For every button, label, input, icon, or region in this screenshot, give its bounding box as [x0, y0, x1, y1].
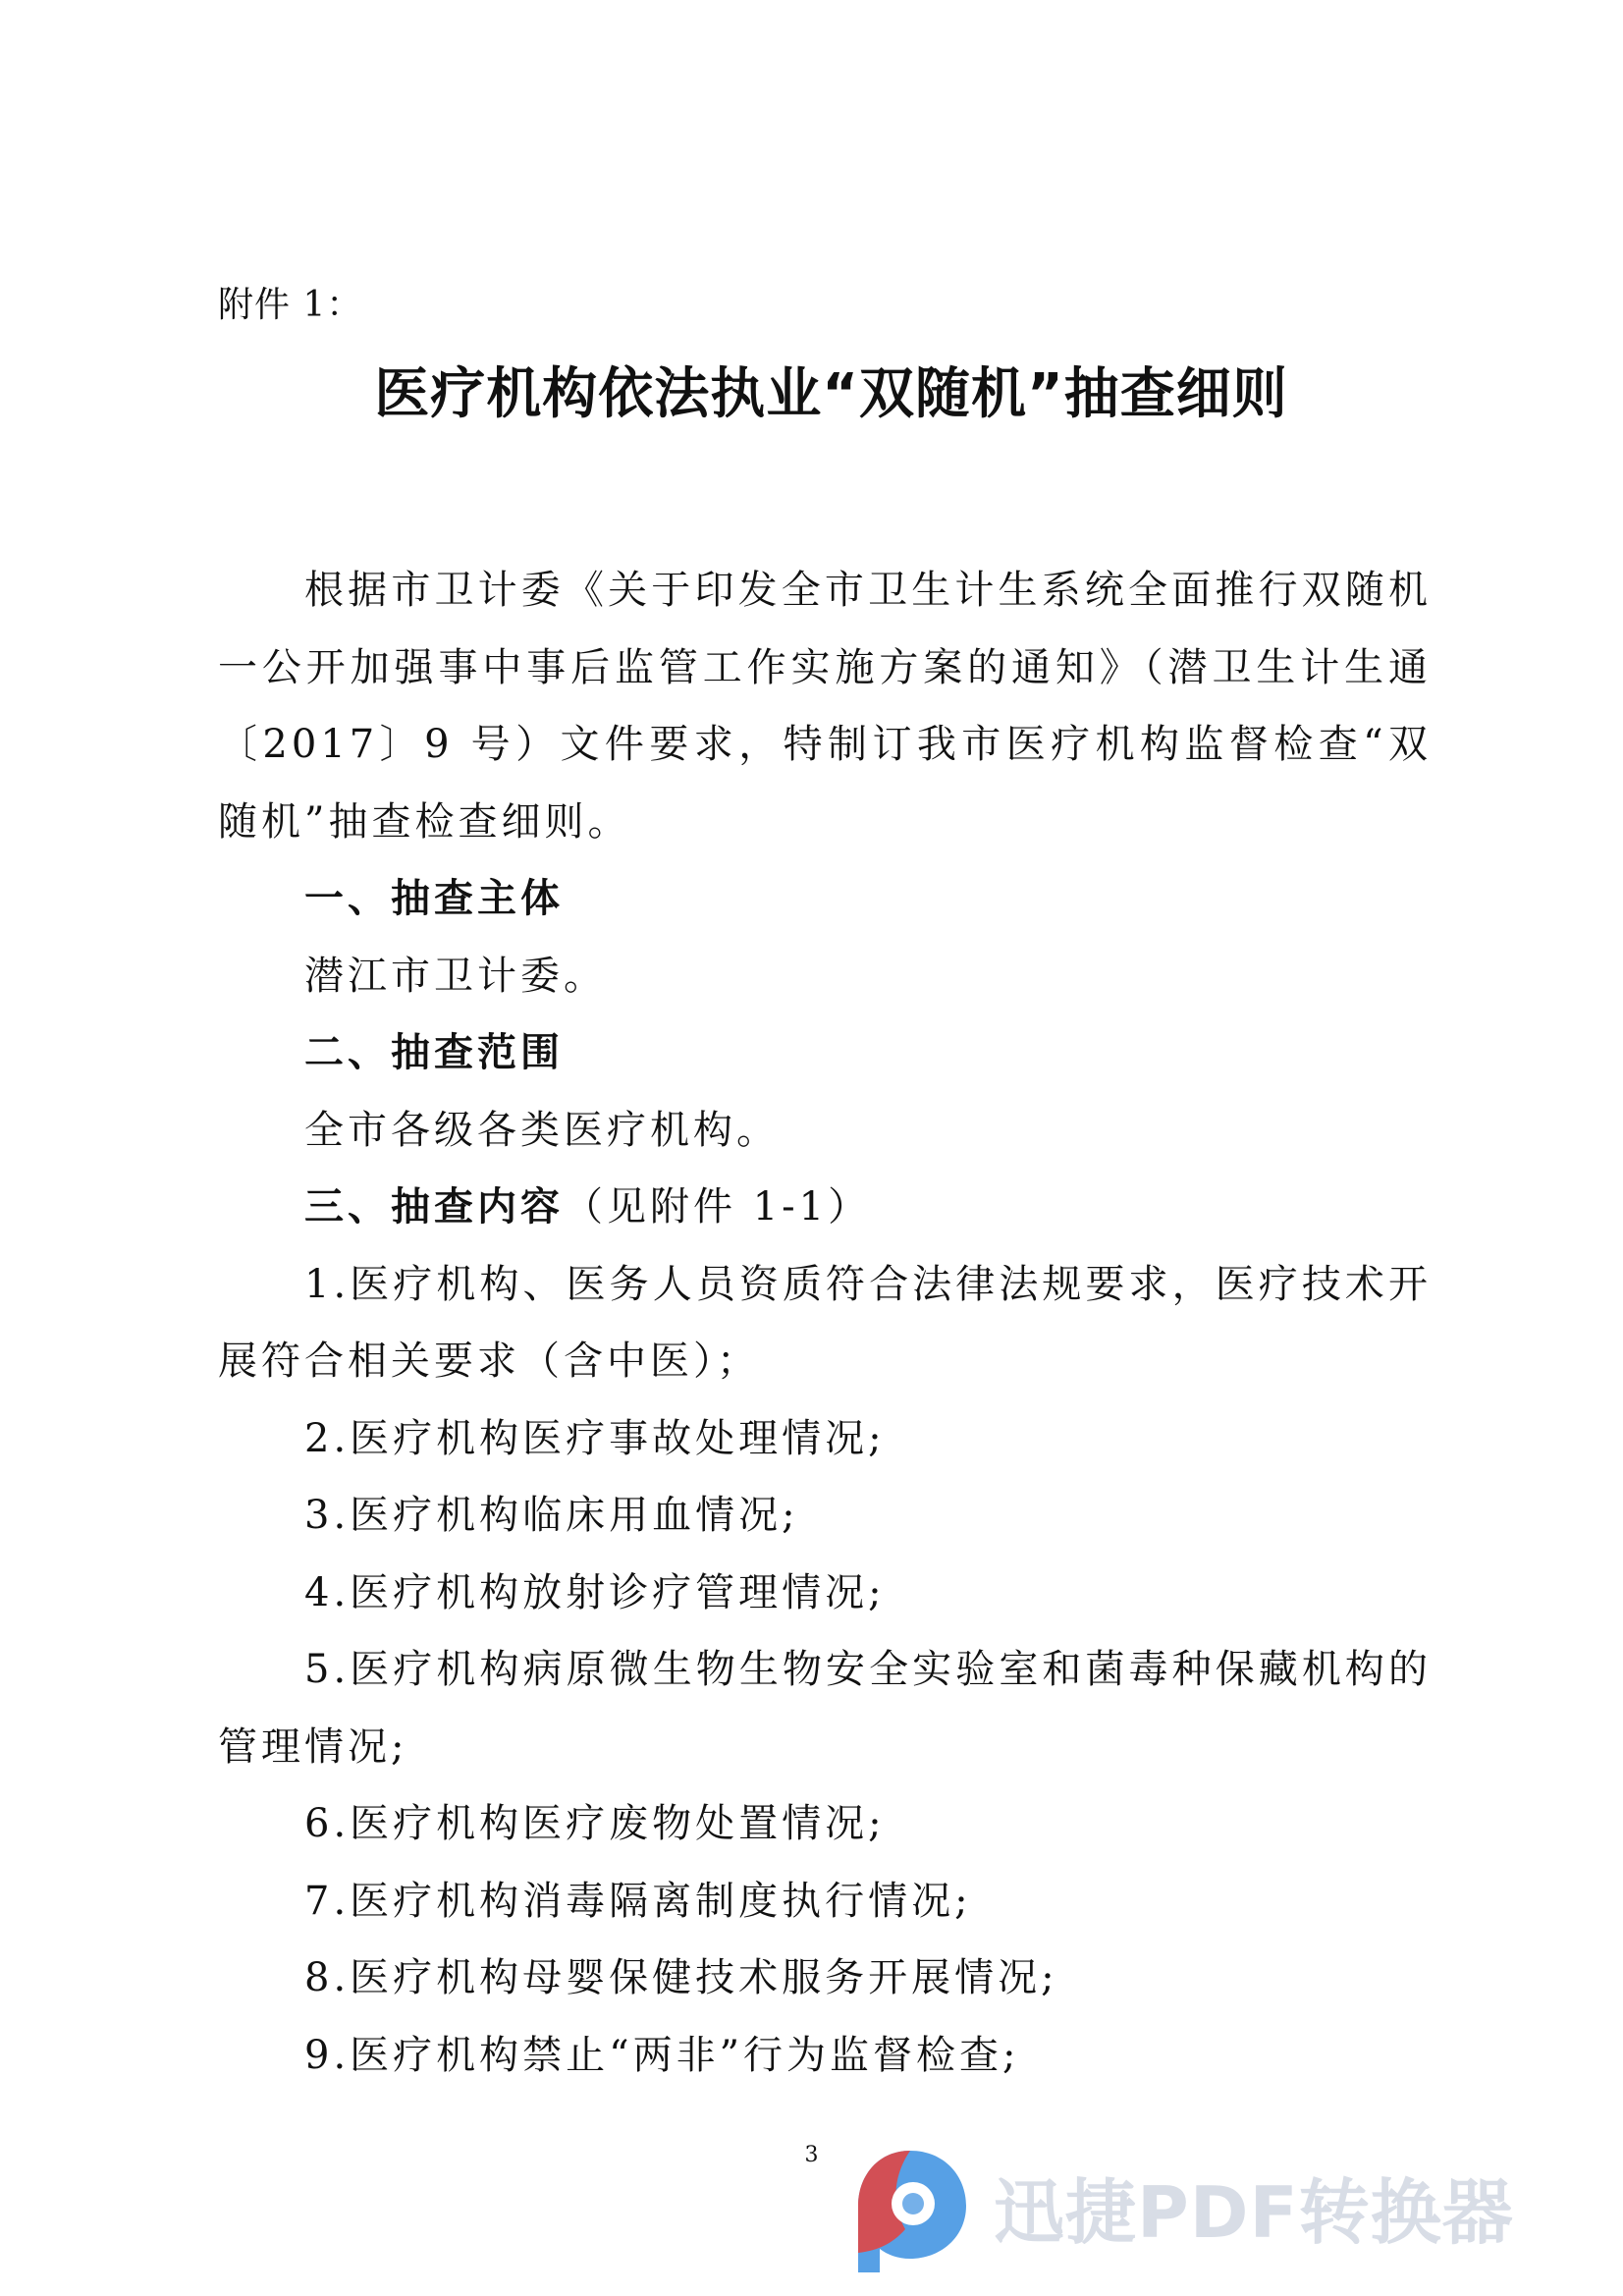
list-item: 5.医疗机构病原微生物生物安全实验室和菌毒种保藏机构的管理情况; — [218, 1647, 1432, 1770]
list-item: 2.医疗机构医疗事故处理情况; — [304, 1415, 886, 1461]
list-item: 9.医疗机构禁止“两非”行为监督检查; — [304, 2032, 1020, 2078]
converter-logo-icon — [846, 2143, 974, 2280]
list-item: 7.医疗机构消毒隔离制度执行情况; — [304, 1878, 972, 1924]
list-item: 6.医疗机构医疗废物处置情况; — [304, 1801, 886, 1846]
section-content-scope: 全市各级各类医疗机构。 — [304, 1107, 780, 1153]
section-heading-scope: 二、抽查范围 — [304, 1030, 564, 1075]
page-number: 3 — [804, 2143, 819, 2167]
watermark — [846, 2143, 1593, 2280]
intro-paragraph: 根据市卫计委《关于印发全市卫生计生系统全面推行双随机一公开加强事中事后监管工作实施方案的通知》（潜卫生计生通〔2017〕9 号）文件要求，特制订我市医疗机构监督检查“双随机”抽查检查细则。 — [218, 568, 1432, 845]
list-item: 8.医疗机构母婴保健技术服务开展情况; — [304, 1955, 1058, 2000]
attachment-label: 附件 1： — [218, 285, 363, 325]
section-heading-content — [218, 1169, 1432, 1246]
section-heading-subject: 一、抽查主体 — [304, 876, 564, 921]
document-title: 医疗机构依法执业“双随机”抽查细则 — [374, 362, 1288, 426]
list-item: 1.医疗机构、医务人员资质符合法律法规要求，医疗技术开展符合相关要求（含中医）； — [218, 1261, 1432, 1384]
list-item: 4.医疗机构放射诊疗管理情况; — [304, 1569, 886, 1615]
section-heading-content-text: 三、抽查内容 — [304, 1184, 564, 1230]
watermark-text: 迅捷PDF转换器 — [994, 2171, 1514, 2254]
section-heading-content-note: （见附件 1-1） — [564, 1184, 872, 1230]
document-body — [218, 552, 1432, 2094]
section-content-subject: 潜江市卫计委。 — [304, 953, 607, 999]
list-item: 3.医疗机构临床用血情况; — [304, 1493, 799, 1538]
